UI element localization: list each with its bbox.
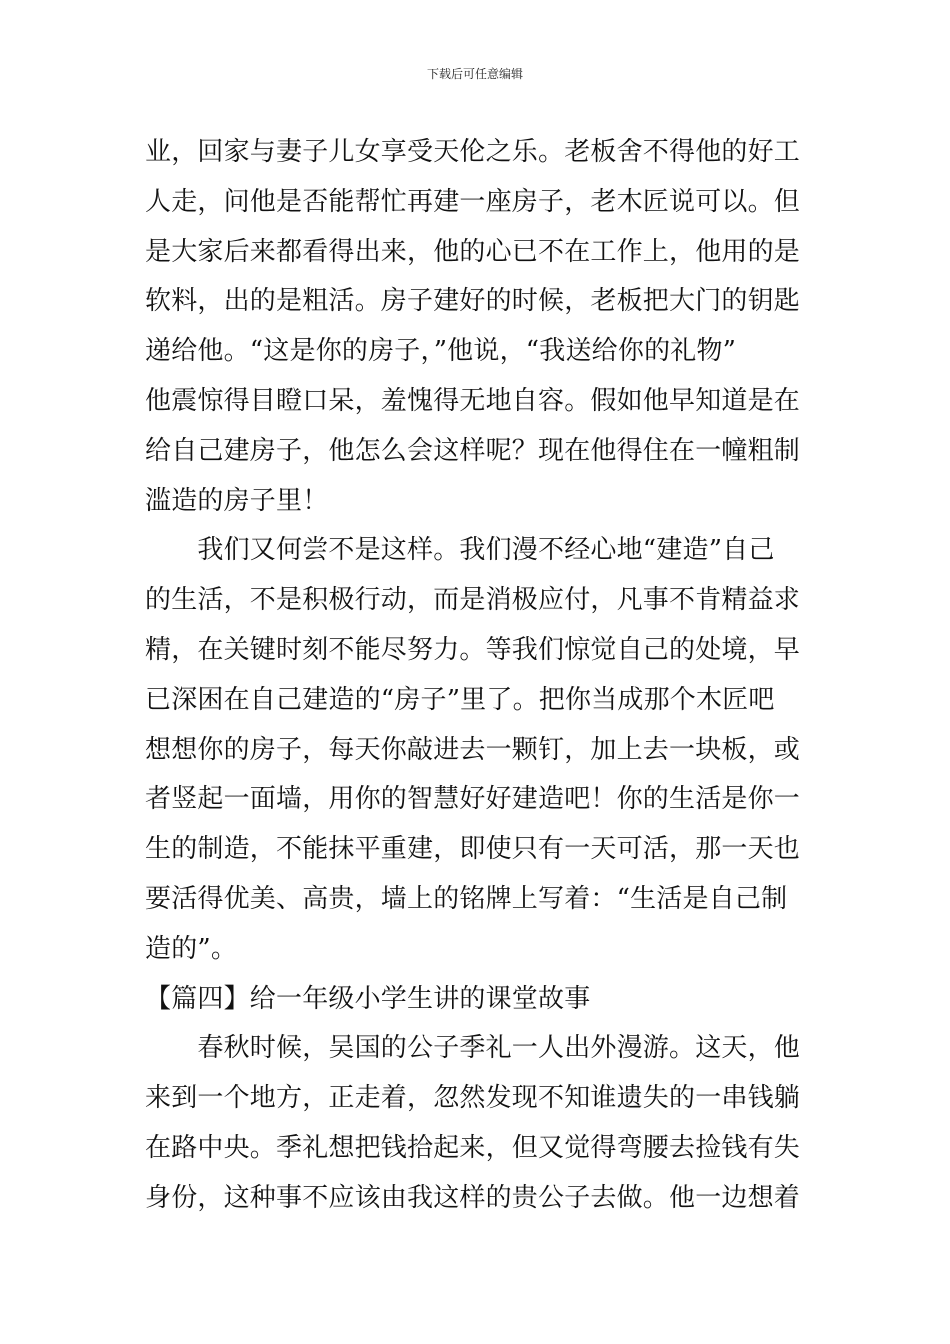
text-line: 给自己建房子，他怎么会这样呢？现在他得住在一幢粗制 (145, 435, 801, 466)
text-line: 在路中央。季礼想把钱拾起来，但又觉得弯腰去捡钱有失 (145, 1132, 801, 1163)
text-line: 是大家后来都看得出来，他的心已不在工作上，他用的是 (145, 236, 801, 267)
text-line: 生的制造，不能抹平重建，即使只有一天可活，那一天也 (145, 834, 801, 865)
text-line: 身份，这种事不应该由我这样的贵公子去做。他一边想着 (145, 1182, 801, 1213)
text-line: 要活得优美、高贵，墙上的铭牌上写着：“生活是自己制 (145, 883, 788, 914)
page-header: 下载后可任意编辑 (426, 67, 523, 81)
text-line: 者竖起一面墙，用你的智慧好好建造吧！你的生活是你一 (145, 784, 801, 815)
document-body (145, 128, 815, 1224)
text-line: 想想你的房子，每天你敲进去一颗钉，加上去一块板，或 (145, 734, 801, 765)
text-line: 的生活，不是积极行动，而是消极应付，凡事不肯精益求 (145, 585, 801, 616)
text-line: 已深困在自己建造的“房子”里了。把你当成那个木匠吧 (145, 684, 775, 715)
text-line: 他震惊得目瞪口呆，羞愧得无地自容。假如他早知道是在 (145, 385, 801, 416)
text-line: 我们又何尝不是这样。我们漫不经心地“建造”自己 (145, 535, 775, 566)
text-line: 软料，出的是粗活。房子建好的时候，老板把大门的钥匙 (145, 286, 801, 317)
section-heading: 【篇四】给一年级小学生讲的课堂故事 (145, 983, 591, 1014)
text-line: 业，回家与妻子儿女享受天伦之乐。老板舍不得他的好工 (145, 137, 801, 167)
text-line: 滥造的房子里！ (145, 485, 329, 516)
text-line: 春秋时候，吴国的公子季礼一人出外漫游。这天，他 (145, 1033, 801, 1064)
text-line: 精，在关键时刻不能尽努力。等我们惊觉自己的处境，早 (145, 634, 801, 665)
text-line: 递给他。“这是你的房子，”他说，“我送给你的礼物” (145, 336, 737, 367)
text-line: 来到一个地方，正走着，忽然发现不知谁遗失的一串钱躺 (145, 1083, 801, 1114)
text-line: 人走，问他是否能帮忙再建一座房子，老木匠说可以。但 (145, 186, 801, 217)
text-line: 造的”。 (145, 933, 238, 964)
